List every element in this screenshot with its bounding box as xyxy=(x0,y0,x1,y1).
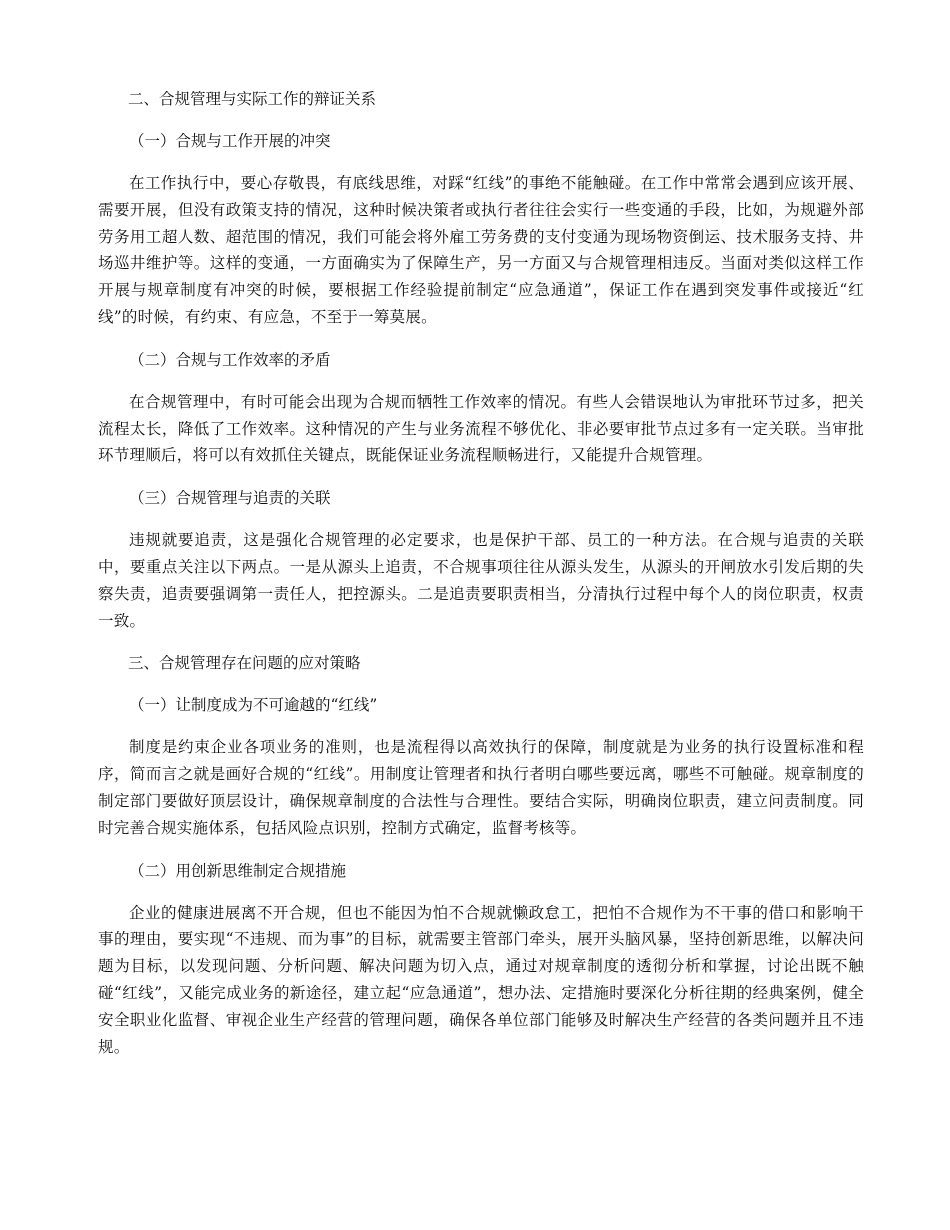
section-3-2-paragraph: 企业的健康进展离不开合规，但也不能因为怕不合规就懒政怠工，把怕不合规作为不干事的借口和影响干事的理由，要实现“不违规、而为事”的目标，就需要主管部门牵头，展开头脑风暴，坚持创新思维，以解决问题为目标，以发现问题、分析问题、解决问题为切入点，通过对规章制度的透彻分析和掌握，讨论出既不触碰“红线”，又能完成业务的新途径，建立起“应急通道”，想办法、定措施时要深化分析往期的经典案例，健全安全职业化监督、审视企业生产经营的管理问题，确保各单位部门能够及时解决生产经营的各类问题并且不违规。 xyxy=(98,903,864,1056)
section-2-1-heading: （一）合规与工作开展的冲突 xyxy=(129,132,331,150)
section-2-3-paragraph: 违规就要追责，这是强化合规管理的必定要求，也是保护干部、员工的一种方法。在合规与追责的关联中，要重点关注以下两点。一是从源头上追责，不合规事项往往从源头发生，从源头的开闸放水引发后期的失察失责，追责要强调第一责任人，把控源头。二是追责要职责相当，分清执行过程中每个人的岗位职责，权责一致。 xyxy=(98,531,864,630)
section-2-2-heading: （二）合规与工作效率的矛盾 xyxy=(129,350,331,369)
document-body xyxy=(98,86,864,1060)
section-3-1-paragraph: 制度是约束企业各项业务的准则，也是流程得以高效执行的保障，制度就是为业务的执行设置标准和程序，简而言之就是画好合规的“红线”。用制度让管理者和执行者明白哪些要远离，哪些不可触碰。规章制度的制定部门要做好顶层设计，确保规章制度的合法性与合理性。要结合实际，明确岗位职责，建立问责制度。同时完善合规实施体系，包括风险点识别，控制方式确定，监督考核等。 xyxy=(98,738,864,837)
section-3-2-heading: （二）用创新思维制定合规措施 xyxy=(129,861,347,880)
section-2-3-heading: （三）合规管理与追责的关联 xyxy=(129,489,331,508)
section-2-1-paragraph: 在工作执行中，要心存敬畏，有底线思维，对踩“红线”的事绝不能触碰。在工作中常常会遇到应该开展、需要开展，但没有政策支持的情况，这种时候决策者或执行者往往会实行一些变通的手段，比如，为规避外部劳务用工超人数、超范围的情况，我们可能会将外雇工劳务费的支付变通为现场物资倒运、技术服务支持、井场巡井维护等。这样的变通，一方面确实为了保障生产，另一方面又与合规管理相违反。当面对类似这样工作开展与规章制度有冲突的时候，要根据工作经验提前制定“应急通道”，保证工作在遇到突发事件或接近“红线”的时候，有约束、有应急，不至于一筹莫展。 xyxy=(98,174,864,326)
section-2-heading: 二、合规管理与实际工作的辩证关系 xyxy=(128,90,377,108)
section-2-2-paragraph: 在合规管理中，有时可能会出现为合规而牺牲工作效率的情况。有些人会错误地认为审批环节过多，把关流程太长，降低了工作效率。这种情况的产生与业务流程不够优化、非必要审批节点过多有一定关联。当审批环节理顺后，将可以有效抓住关键点，既能保证业务流程顺畅进行，又能提升合规管理。 xyxy=(98,392,864,465)
section-3-heading: 三、合规管理存在问题的应对策略 xyxy=(128,654,361,673)
section-3-1-heading: （一）让制度成为不可逾越的“红线” xyxy=(129,696,378,715)
